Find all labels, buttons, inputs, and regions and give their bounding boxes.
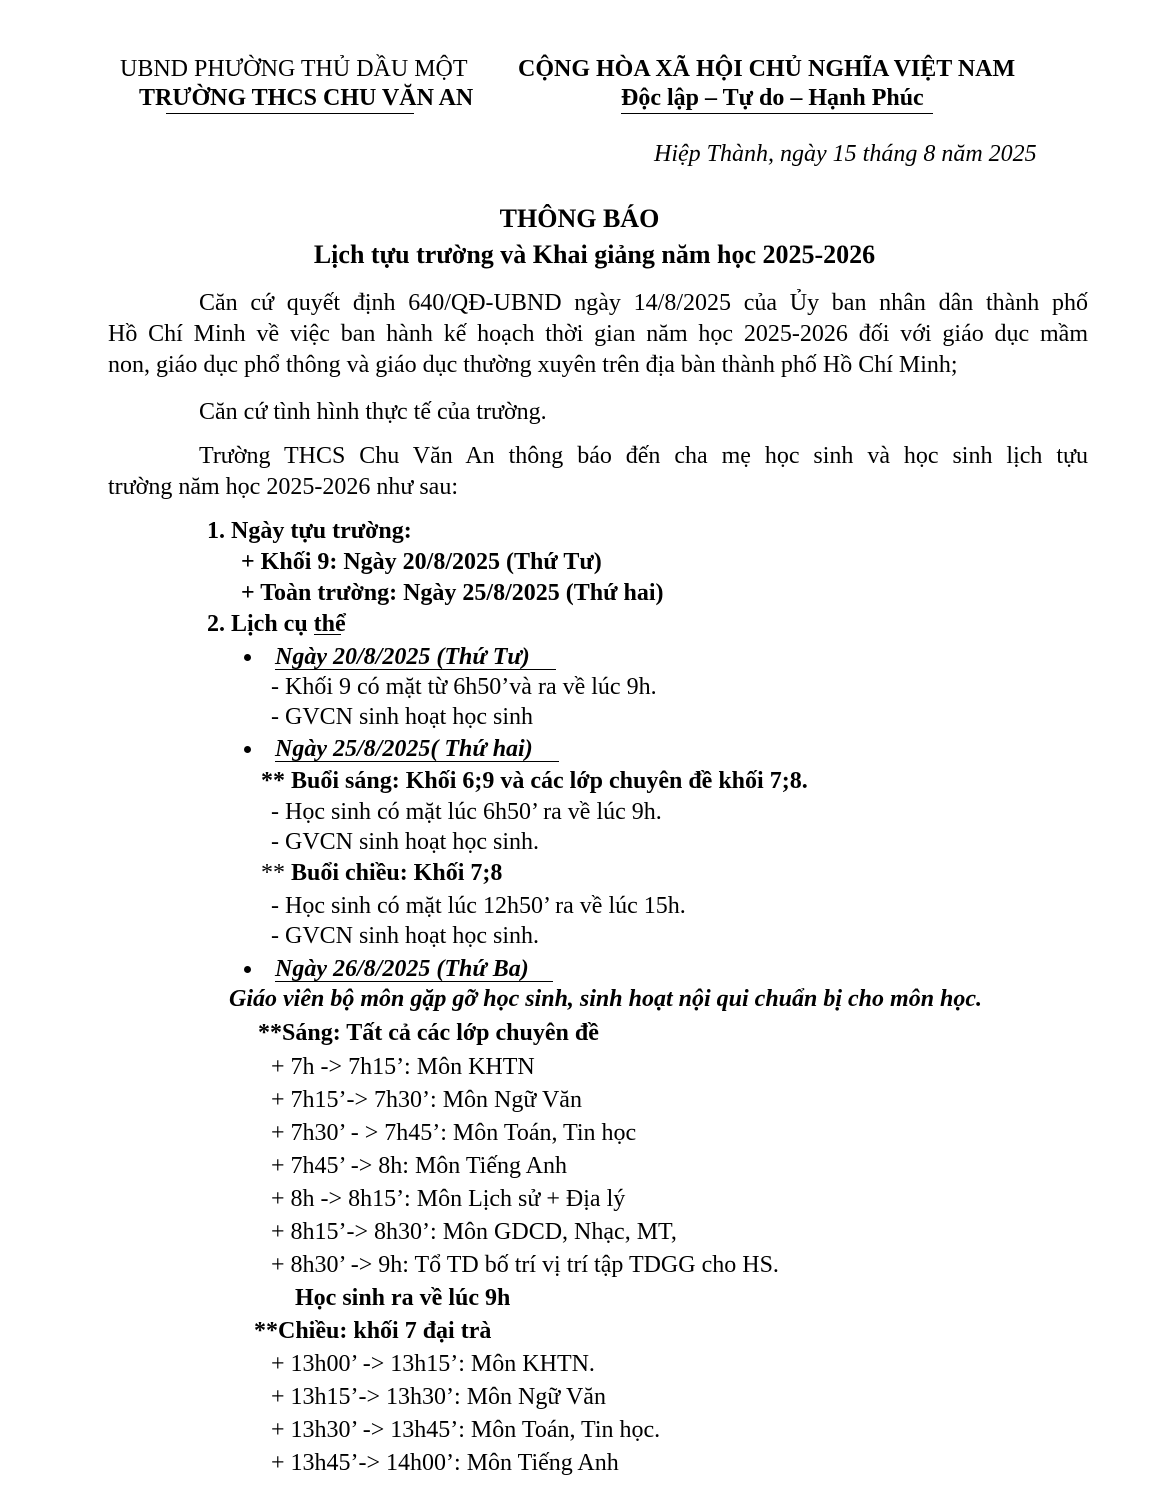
section1-item-grade9: + Khối 9: Ngày 20/8/2025 (Thứ Tư): [241, 549, 602, 575]
national-motto-underline: [621, 113, 933, 114]
day3-afternoon-slot3: + 13h30’ -> 13h45’: Môn Toán, Tin học.: [271, 1417, 661, 1443]
paragraph-announcement-l2: trường năm học 2025-2026 như sau:: [108, 474, 458, 500]
section1-item-all-school: + Toàn trường: Ngày 25/8/2025 (Thứ hai): [241, 580, 664, 606]
day3-morning-heading: **Sáng: Tất cả các lớp chuyên đề: [258, 1020, 599, 1046]
day3-morning-slot6: + 8h15’-> 8h30’: Môn GDCD, Nhạc, MT,: [271, 1219, 677, 1245]
day3-morning-slot2: + 7h15’-> 7h30’: Môn Ngữ Văn: [271, 1087, 582, 1113]
section2-heading-underline: [314, 634, 341, 635]
day3-afternoon-slot1: + 13h00’ -> 13h15’: Môn KHTN.: [271, 1351, 595, 1377]
bullet-day3: [244, 966, 251, 973]
section2-heading: 2. Lịch cụ thể: [207, 611, 346, 637]
day3-morning-slot3: + 7h30’ - > 7h45’: Môn Toán, Tin học: [271, 1120, 637, 1146]
day2-afternoon-label: Buổi chiều: Khối 7;8: [291, 860, 503, 886]
day2-afternoon-prefix: **: [261, 860, 291, 886]
day1-line2: - GVCN sinh hoạt học sinh: [271, 704, 533, 730]
paragraph-announcement-l1: Trường THCS Chu Văn An thông báo đến cha mẹ học sinh và học sinh lịch tựu: [199, 443, 1088, 469]
day3-afternoon-slot4: + 13h45’-> 14h00’: Môn Tiếng Anh: [271, 1450, 619, 1476]
day3-title-underline: [275, 981, 553, 982]
day1-line1: - Khối 9 có mặt từ 6h50’và ra về lúc 9h.: [271, 674, 657, 700]
national-motto: Độc lập – Tự do – Hạnh Phúc: [621, 85, 924, 111]
day2-morning-line2: - GVCN sinh hoạt học sinh.: [271, 829, 539, 855]
day2-title: Ngày 25/8/2025( Thứ hai): [275, 736, 533, 762]
bullet-day2: [244, 746, 251, 753]
day3-afternoon-slot2: + 13h15’-> 13h30’: Môn Ngữ Văn: [271, 1384, 606, 1410]
date-line: Hiệp Thành, ngày 15 tháng 8 năm 2025: [654, 141, 1037, 167]
day3-morning-slot5: + 8h -> 8h15’: Môn Lịch sử + Địa lý: [271, 1186, 626, 1212]
day3-afternoon-heading: **Chiều: khối 7 đại trà: [254, 1318, 492, 1344]
day3-title: Ngày 26/8/2025 (Thứ Ba): [275, 956, 529, 982]
day1-title-underline: [275, 669, 556, 670]
day2-afternoon-line2: - GVCN sinh hoạt học sinh.: [271, 923, 539, 949]
day2-morning-heading: ** Buổi sáng: Khối 6;9 và các lớp chuyên đề khối 7;8.: [261, 768, 808, 794]
paragraph-legal-basis-l2: Hồ Chí Minh về việc ban hành kế hoạch thời gian năm học 2025-2026 đối với giáo dục mầm: [108, 321, 1088, 347]
school-name-underline: [166, 113, 414, 114]
day2-morning-line1: - Học sinh có mặt lúc 6h50’ ra về lúc 9h.: [271, 799, 662, 825]
paragraph-legal-basis-l1: Căn cứ quyết định 640/QĐ-UBND ngày 14/8/2025 của Ủy ban nhân dân thành phố: [199, 290, 1088, 316]
day3-morning-slot4: + 7h45’ -> 8h: Môn Tiếng Anh: [271, 1153, 567, 1179]
day3-dismissal: Học sinh ra về lúc 9h: [295, 1285, 511, 1311]
day1-title: Ngày 20/8/2025 (Thứ Tư): [275, 644, 530, 670]
section1-heading: 1. Ngày tựu trường:: [207, 518, 412, 544]
national-title: CỘNG HÒA XÃ HỘI CHỦ NGHĨA VIỆT NAM: [518, 56, 1016, 82]
day2-title-underline: [275, 761, 559, 762]
bullet-day1: [244, 654, 251, 661]
day3-note: Giáo viên bộ môn gặp gỡ học sinh, sinh hoạt nội qui chuẩn bị cho môn học.: [229, 986, 983, 1012]
paragraph-situation: Căn cứ tình hình thực tế của trường.: [199, 399, 547, 425]
doc-title: THÔNG BÁO: [499, 204, 660, 233]
day2-afternoon-line1: - Học sinh có mặt lúc 12h50’ ra về lúc 15h.: [271, 893, 686, 919]
school-name: TRƯỜNG THCS CHU VĂN AN: [139, 85, 474, 111]
day3-morning-slot1: + 7h -> 7h15’: Môn KHTN: [271, 1054, 535, 1080]
agency-name: UBND PHƯỜNG THỦ DẦU MỘT: [120, 56, 468, 82]
day3-morning-slot7: + 8h30’ -> 9h: Tổ TD bố trí vị trí tập TDGG cho HS.: [271, 1252, 779, 1278]
doc-subtitle: Lịch tựu trường và Khai giảng năm học 2025-2026: [313, 240, 876, 269]
day2-afternoon-heading: [261, 859, 502, 887]
paragraph-legal-basis-l3: non, giáo dục phổ thông và giáo dục thường xuyên trên địa bàn thành phố Hồ Chí Minh;: [108, 352, 958, 378]
